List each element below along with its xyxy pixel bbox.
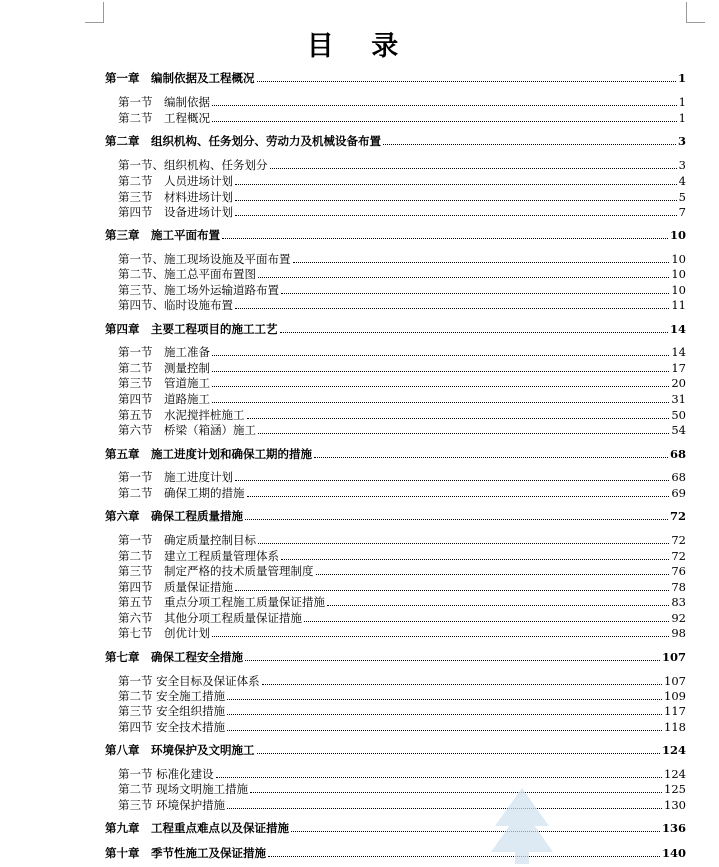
toc-page-number: 117: [664, 704, 686, 718]
toc-entry-title: 第九章 工程重点难点以及保证措施: [105, 821, 289, 835]
toc-dot-leader: [327, 605, 669, 606]
toc-dot-leader: [235, 215, 677, 216]
toc-dot-leader: [281, 293, 669, 294]
toc-dot-leader: [212, 355, 669, 356]
toc-dot-leader: [245, 519, 668, 520]
toc-dot-leader: [235, 480, 669, 481]
toc-page-number: 78: [671, 580, 686, 594]
watermark-logo-icon: [487, 786, 557, 864]
toc-section-entry[interactable]: [118, 423, 686, 437]
toc-entry-title: 第二节 安全施工措施: [118, 689, 226, 703]
toc-dot-leader: [227, 730, 662, 731]
toc-entry-title: 第一章 编制依据及工程概况: [105, 71, 255, 85]
toc-dot-leader: [247, 418, 670, 419]
toc-page-number: 10: [669, 228, 686, 242]
toc-chapter-entry[interactable]: [105, 509, 686, 523]
toc-dot-leader: [212, 636, 669, 637]
toc-section-entry[interactable]: [118, 798, 686, 812]
toc-entry-title: 第二节 确保工期的措施: [118, 486, 245, 500]
toc-dot-leader: [235, 184, 677, 185]
toc-page-number: 50: [671, 408, 686, 422]
toc-page-number: 124: [661, 743, 686, 757]
toc-section-entry[interactable]: [118, 674, 686, 688]
toc-page-number: 136: [661, 821, 686, 835]
toc-section-entry[interactable]: [118, 408, 686, 422]
toc-entry-title: 第五节 重点分项工程施工质量保证措施: [118, 595, 325, 609]
toc-page-number: 72: [671, 533, 686, 547]
toc-page-number: 140: [661, 846, 686, 860]
toc-entry-title: 第六章 确保工程质量措施: [105, 509, 243, 523]
toc-section-entry[interactable]: [118, 345, 686, 359]
toc-entry-title: 第一节、组织机构、任务划分: [118, 158, 268, 172]
toc-page-number: 3: [677, 134, 686, 148]
toc-entry-title: 第一节 确定质量控制目标: [118, 533, 256, 547]
toc-dot-leader: [227, 808, 662, 809]
toc-page-number: 124: [664, 767, 686, 781]
toc-entry-title: 第三章 施工平面布置: [105, 228, 220, 242]
toc-dot-leader: [245, 660, 660, 661]
toc-section-entry[interactable]: [118, 111, 686, 125]
toc-dot-leader: [212, 105, 677, 106]
toc-entry-title: 第二节 现场文明施工措施: [118, 782, 249, 796]
toc-section-entry[interactable]: [118, 298, 686, 312]
toc-page-number: 7: [678, 205, 686, 219]
toc-chapter-entry[interactable]: [105, 447, 686, 461]
toc-dot-leader: [227, 714, 662, 715]
toc-dot-leader: [258, 277, 669, 278]
toc-page-number: 14: [669, 322, 686, 336]
toc-dot-leader: [293, 262, 670, 263]
toc-section-entry[interactable]: [118, 689, 686, 703]
toc-page-number: 20: [671, 376, 686, 390]
toc-page-number: 68: [671, 470, 686, 484]
toc-chapter-entry[interactable]: [105, 650, 686, 664]
toc-entry-title: 第一节 安全目标及保证体系: [118, 674, 260, 688]
toc-entry-title: 第三节 管道施工: [118, 376, 210, 390]
toc-entry-title: 第六节 其他分项工程质量保证措施: [118, 611, 302, 625]
toc-entry-title: 第四节 道路施工: [118, 392, 210, 406]
toc-page-number: 83: [671, 595, 686, 609]
toc-entry-title: 第五节 水泥搅拌桩施工: [118, 408, 245, 422]
toc-entry-title: 第四节 质量保证措施: [118, 580, 233, 594]
toc-dot-leader: [212, 371, 669, 372]
toc-section-entry[interactable]: [118, 767, 686, 781]
toc-dot-leader: [316, 574, 670, 575]
toc-section-entry[interactable]: [118, 782, 686, 796]
toc-section-entry[interactable]: [118, 549, 686, 563]
toc-section-entry[interactable]: [118, 564, 686, 578]
toc-page-number: 107: [661, 650, 686, 664]
toc-page-number: 72: [671, 549, 686, 563]
toc-section-entry[interactable]: [118, 626, 686, 640]
toc-entry-title: 第二节 测量控制: [118, 361, 210, 375]
toc-page-number: 11: [671, 298, 686, 312]
toc-page-number: 5: [678, 190, 686, 204]
toc-dot-leader: [304, 621, 669, 622]
toc-entry-title: 第七节 创优计划: [118, 626, 210, 640]
toc-entry-title: 第一节、施工现场设施及平面布置: [118, 252, 291, 266]
toc-page-number: 1: [678, 95, 686, 109]
page-corner-mark-left: [85, 2, 104, 23]
toc-page-number: 98: [671, 626, 686, 640]
toc-dot-leader: [280, 332, 668, 333]
toc-chapter-entry[interactable]: [105, 71, 686, 85]
toc-section-entry[interactable]: [118, 95, 686, 109]
toc-dot-leader: [212, 386, 669, 387]
toc-chapter-entry[interactable]: [105, 134, 686, 148]
toc-dot-leader: [235, 590, 669, 591]
toc-entry-title: 第二节 建立工程质量管理体系: [118, 549, 279, 563]
toc-page-number: 118: [664, 720, 686, 734]
toc-page-number: 4: [678, 174, 686, 188]
toc-page-number: 109: [664, 689, 686, 703]
toc-entry-title: 第五章 施工进度计划和确保工期的措施: [105, 447, 312, 461]
toc-dot-leader: [257, 753, 660, 754]
toc-page-number: 125: [664, 782, 686, 796]
toc-entry-title: 第四节 设备进场计划: [118, 205, 233, 219]
page-title: 目 录: [306, 31, 413, 62]
toc-page-number: 14: [671, 345, 686, 359]
toc-chapter-entry[interactable]: [105, 322, 686, 336]
toc-entry-title: 第七章 确保工程安全措施: [105, 650, 243, 664]
toc-section-entry[interactable]: [118, 533, 686, 547]
toc-dot-leader: [227, 699, 662, 700]
toc-entry-title: 第三节 环境保护措施: [118, 798, 226, 812]
toc-dot-leader: [291, 831, 660, 832]
toc-section-entry[interactable]: [118, 267, 686, 281]
toc-page-number: 3: [678, 158, 686, 172]
toc-page-number: 1: [677, 71, 686, 85]
toc-page-number: 92: [671, 611, 686, 625]
toc-section-entry[interactable]: [118, 283, 686, 297]
toc-dot-leader: [262, 684, 662, 685]
toc-page-number: 72: [669, 509, 686, 523]
toc-page-number: 10: [671, 283, 686, 297]
toc-entry-title: 第三节 安全组织措施: [118, 704, 226, 718]
toc-entry-title: 第六节 桥梁（箱涵）施工: [118, 423, 256, 437]
toc-entry-title: 第三节、施工场外运输道路布置: [118, 283, 279, 297]
toc-dot-leader: [250, 792, 662, 793]
toc-section-entry[interactable]: [118, 611, 686, 625]
toc-chapter-entry[interactable]: [105, 743, 686, 757]
toc-page-number: 17: [671, 361, 686, 375]
toc-dot-leader: [235, 200, 677, 201]
toc-entry-title: 第一节 施工准备: [118, 345, 210, 359]
toc-dot-leader: [268, 856, 660, 857]
toc-entry-title: 第一节 标准化建设: [118, 767, 214, 781]
toc-entry-title: 第二节 人员进场计划: [118, 174, 233, 188]
toc-entry-title: 第二节 工程概况: [118, 111, 210, 125]
toc-entry-title: 第十章 季节性施工及保证措施: [105, 846, 266, 860]
toc-section-entry[interactable]: [118, 376, 686, 390]
toc-entry-title: 第三节 制定严格的技术质量管理制度: [118, 564, 314, 578]
toc-page-number: 10: [671, 252, 686, 266]
toc-dot-leader: [216, 777, 662, 778]
toc-chapter-entry[interactable]: [105, 846, 686, 860]
toc-dot-leader: [383, 144, 676, 145]
toc-dot-leader: [314, 457, 668, 458]
toc-section-entry[interactable]: [118, 252, 686, 266]
toc-page-number: 10: [671, 267, 686, 281]
toc-dot-leader: [235, 308, 669, 309]
toc-section-entry[interactable]: [118, 704, 686, 718]
toc-page-number: 130: [664, 798, 686, 812]
toc-entry-title: 第四节、临时设施布置: [118, 298, 233, 312]
toc-section-entry[interactable]: [118, 158, 686, 172]
toc-section-entry[interactable]: [118, 580, 686, 594]
toc-page-number: 68: [669, 447, 686, 461]
toc-dot-leader: [281, 559, 669, 560]
toc-section-entry[interactable]: [118, 470, 686, 484]
toc-dot-leader: [247, 496, 670, 497]
toc-section-entry[interactable]: [118, 190, 686, 204]
toc-chapter-entry[interactable]: [105, 821, 686, 835]
toc-page-number: 76: [671, 564, 686, 578]
toc-entry-title: 第二章 组织机构、任务划分、劳动力及机械设备布置: [105, 134, 381, 148]
page-corner-mark-right: [686, 2, 705, 23]
toc-entry-title: 第四节 安全技术措施: [118, 720, 226, 734]
toc-chapter-entry[interactable]: [105, 228, 686, 242]
toc-entry-title: 第三节 材料进场计划: [118, 190, 233, 204]
toc-dot-leader: [258, 433, 669, 434]
toc-page-number: 107: [664, 674, 686, 688]
toc-dot-leader: [270, 168, 677, 169]
toc-entry-title: 第一节 编制依据: [118, 95, 210, 109]
toc-page-number: 31: [671, 392, 686, 406]
toc-section-entry[interactable]: [118, 205, 686, 219]
toc-page-number: 54: [671, 423, 686, 437]
toc-section-entry[interactable]: [118, 486, 686, 500]
toc-dot-leader: [258, 543, 669, 544]
toc-entry-title: 第四章 主要工程项目的施工工艺: [105, 322, 278, 336]
toc-section-entry[interactable]: [118, 361, 686, 375]
toc-dot-leader: [222, 238, 668, 239]
toc-dot-leader: [212, 402, 669, 403]
toc-dot-leader: [257, 81, 676, 82]
toc-page-number: 69: [671, 486, 686, 500]
toc-entry-title: 第一节 施工进度计划: [118, 470, 233, 484]
toc-section-entry[interactable]: [118, 595, 686, 609]
toc-section-entry[interactable]: [118, 392, 686, 406]
toc-section-entry[interactable]: [118, 174, 686, 188]
toc-entry-title: 第二节、施工总平面布置图: [118, 267, 256, 281]
toc-section-entry[interactable]: [118, 720, 686, 734]
toc-page-number: 1: [678, 111, 686, 125]
toc-dot-leader: [212, 121, 677, 122]
toc-entry-title: 第八章 环境保护及文明施工: [105, 743, 255, 757]
